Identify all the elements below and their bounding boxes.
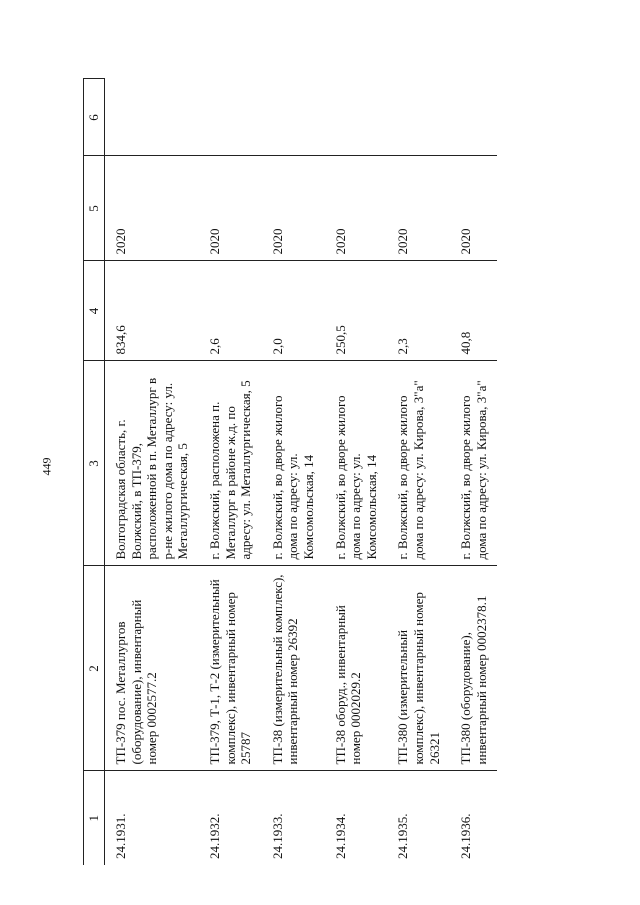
- object-year: 2020: [325, 156, 388, 261]
- object-name: ТП-379, Т-1, Т-2 (измерительный комплекс), инвентарный номер 25787: [199, 566, 262, 771]
- rotated-page: [83, 79, 613, 865]
- header-col-5: 5: [84, 156, 105, 261]
- object-year: 2020: [262, 156, 325, 261]
- object-name: ТП-38 (измерительный комплекс), инвентарный номер 26392: [262, 566, 325, 771]
- object-year: 2020: [105, 156, 199, 261]
- object-name: ТП-38 оборуд., инвентарный номер 0002029.2: [325, 566, 388, 771]
- object-value: 834,6: [105, 261, 199, 361]
- row-number: 24.1934.: [332, 813, 348, 859]
- object-extra: [199, 79, 262, 156]
- object-address: г. Волжский, расположена п. Металлург в районе ж.д. по адресу: ул. Металлургическая, 5: [199, 361, 262, 566]
- table-row: [199, 79, 262, 865]
- object-address: г. Волжский, во дворе жилого дома по адресу: ул. Кирова, 3"а": [387, 361, 450, 566]
- object-value: 2,6: [199, 261, 262, 361]
- table-row: [325, 79, 388, 865]
- table-row: [387, 79, 450, 865]
- table-row: [105, 79, 199, 865]
- object-address: Волгоградская область, г. Волжский, в ТП-379, расположенной в п. Металлург в р-не жилого дома по адресу: ул. Металлургическая, 5: [105, 361, 199, 566]
- object-value: 2,3: [387, 261, 450, 361]
- object-extra: [262, 79, 325, 156]
- header-col-4: 4: [84, 261, 105, 361]
- row-number: 24.1936.: [458, 813, 474, 859]
- header-col-2: 2: [84, 566, 105, 771]
- object-extra: [387, 79, 450, 156]
- header-row: [84, 79, 105, 865]
- object-name: ТП-380 (измерительный комплекс), инвентарный номер 26321: [387, 566, 450, 771]
- property-table: [83, 79, 497, 866]
- object-year: 2020: [387, 156, 450, 261]
- object-year: 2020: [199, 156, 262, 261]
- header-col-6: 6: [84, 79, 105, 156]
- object-address: г. Волжский, во дворе жилого дома по адресу: ул. Комсомольская, 14: [262, 361, 325, 566]
- row-number: 24.1933.: [269, 813, 285, 859]
- object-name: ТП-380 (оборудование), инвентарный номер 0002378.1: [450, 566, 497, 771]
- object-value: 250,5: [325, 261, 388, 361]
- object-address: г. Волжский, во дворе жилого дома по адресу: ул. Кирова, 3"а": [450, 361, 497, 566]
- object-year: 2020: [450, 156, 497, 261]
- object-extra: [105, 79, 199, 156]
- row-number: 24.1935.: [395, 813, 411, 859]
- header-col-3: 3: [84, 361, 105, 566]
- table-row: [262, 79, 325, 865]
- row-number: 24.1932.: [206, 813, 222, 859]
- object-name: ТП-379 пос. Металлургов (оборудование), инвентарный номер 0002577.2: [105, 566, 199, 771]
- table-row: [450, 79, 497, 865]
- row-number: 24.1931.: [113, 813, 128, 859]
- header-col-1: 1: [84, 771, 105, 865]
- object-extra: [450, 79, 497, 156]
- object-extra: [325, 79, 388, 156]
- object-address: г. Волжский, во дворе жилого дома по адресу: ул. Комсомольская, 14: [325, 361, 388, 566]
- object-value: 40,8: [450, 261, 497, 361]
- object-value: 2,0: [262, 261, 325, 361]
- page-number: 449: [39, 457, 54, 475]
